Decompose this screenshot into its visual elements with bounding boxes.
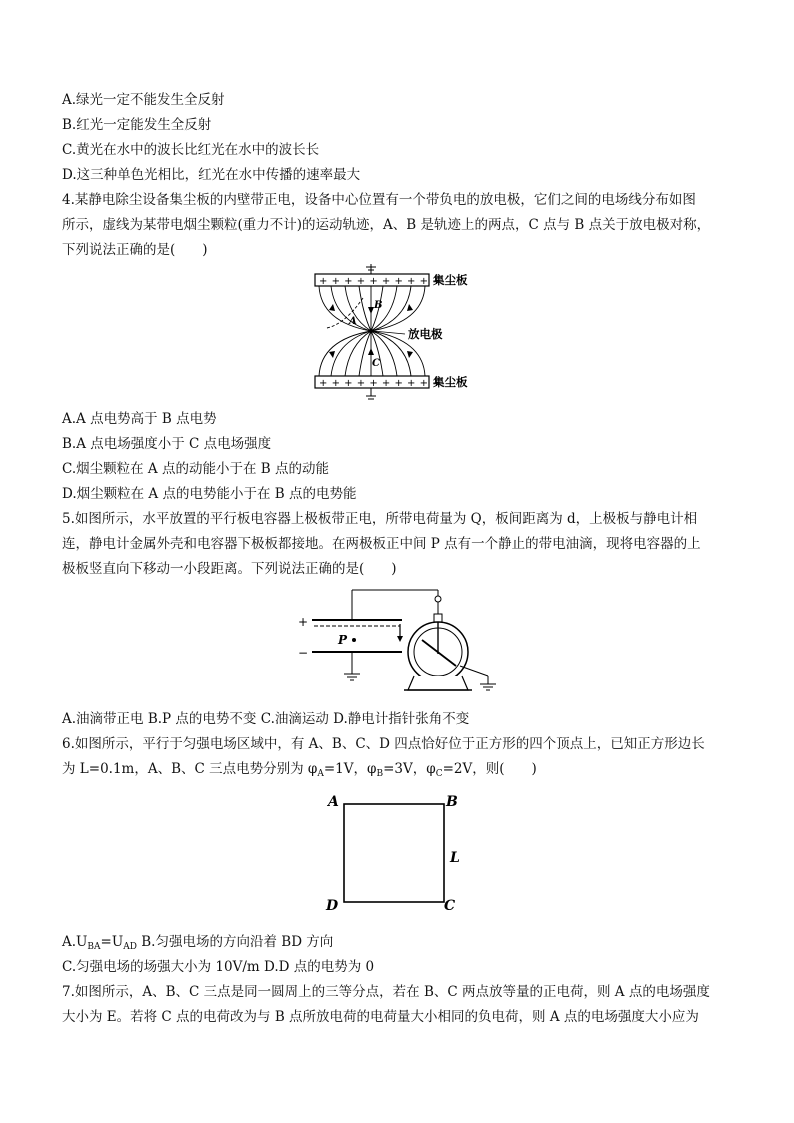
phi-c-value: =2V，则( ) — [442, 761, 537, 777]
q7-stem-line-1: 7.如图所示，A、B、C 三点是同一圆周上的三等分点，若在 B、C 两点放等量的正电荷，则 A 点的电场强度 — [62, 984, 710, 1000]
capacitor-electroscope-figure — [292, 584, 502, 702]
side-label: L — [450, 850, 460, 866]
vertex-a: A — [328, 794, 339, 810]
q4-option-a: A.A 点电势高于 B 点电势 — [62, 411, 217, 427]
q3-option-b: B.红光一定能发生全反射 — [62, 117, 212, 133]
q5-option-a: A.油滴带正电 — [62, 711, 144, 727]
q6-option-a-sub1: BA — [87, 942, 101, 952]
q6-option-a — [62, 934, 137, 950]
point-c-label: C — [372, 358, 380, 369]
q6-option-a-sub2: AD — [123, 942, 137, 952]
svg-text:++++++++++: ++++++++++ — [319, 276, 445, 287]
q6-stem-line-2 — [62, 760, 537, 783]
q6-stem-line-1: 6.如图所示，平行于匀强电场区域中，有 A、B、C、D 四点恰好位于正方形的四个顶点上，已知正方形边长 — [62, 736, 705, 752]
q5-options-row — [62, 710, 469, 728]
phi-b-sub: B — [376, 769, 384, 779]
electrostatic-precipitator-figure — [305, 262, 495, 402]
q5-stem-line-1: 5.如图所示，水平放置的平行板电容器上极板带正电，所带电荷量为 Q，板间距离为 d，上极板与静电计相 — [62, 511, 698, 527]
q3-option-d: D.这三种单色光相比，红光在水中传播的速率最大 — [62, 167, 361, 183]
vertex-b: B — [446, 794, 458, 810]
q6-option-d: D.D 点的电势为 0 — [264, 959, 375, 975]
point-p-label: P — [338, 633, 348, 647]
oil-drop — [352, 638, 356, 642]
minus-sign: − — [298, 646, 309, 660]
discharge-electrode — [369, 329, 373, 333]
q6-option-c: C.匀强电场的场强大小为 10V/m — [62, 959, 260, 975]
phi-b-value: =3V，φ — [383, 761, 436, 777]
plus-sign: + — [298, 615, 309, 629]
q5-stem-line-2: 连，静电计金属外壳和电容器下极板都接地。在两极板正中间 P 点有一个静止的带电油滴，现将电容器的上 — [62, 536, 701, 552]
q3-option-c: C.黄光在水中的波长比红光在水中的波长长 — [62, 142, 320, 158]
bottom-plate-label: 集尘板 — [433, 375, 468, 389]
square — [344, 804, 444, 902]
svg-text:++++++++++: ++++++++++ — [319, 378, 445, 389]
electrode-label: 放电极 — [408, 327, 443, 341]
phi-a-value: =1V，φ — [323, 761, 377, 777]
q4-option-c: C.烟尘颗粒在 A 点的动能小于在 B 点的动能 — [62, 461, 329, 477]
point-a-label: A — [349, 316, 357, 327]
point-b-label: B — [374, 300, 383, 311]
square-abcd-figure — [320, 790, 470, 916]
q6-option-a-mid: =U — [100, 934, 124, 950]
q4-stem-line-1: 4.某静电除尘设备集尘板的内壁带正电，设备中心位置有一个带负电的放电极，它们之间的电场线分布如图 — [62, 192, 696, 208]
vertex-d: D — [326, 898, 339, 914]
top-plate-label: 集尘板 — [433, 273, 468, 287]
q6-options-row-1 — [62, 933, 333, 956]
q4-option-d: D.烟尘颗粒在 A 点的电势能小于在 B 点的电势能 — [62, 486, 357, 502]
q6-options-row-2 — [62, 958, 374, 976]
q5-option-d: D.静电计指针张角不变 — [333, 711, 470, 727]
vertex-c: C — [444, 898, 456, 914]
phi-a-sub: A — [317, 769, 324, 779]
q6-stem-prefix: 为 L=0.1m，A、B、C 三点电势分别为 φ — [62, 761, 318, 777]
phi-c-sub: C — [435, 769, 443, 779]
q5-stem-line-3: 极板竖直向下移动一小段距离。下列说法正确的是( ) — [62, 561, 397, 577]
q6-option-b: B.匀强电场的方向沿着 BD 方向 — [141, 934, 334, 950]
q3-option-a: A.绿光一定不能发生全反射 — [62, 92, 225, 108]
q7-stem-line-2: 大小为 E。若将 C 点的电荷改为与 B 点所放电荷的电荷量大小相同的负电荷，则 A 点的电场强度大小应为 — [62, 1009, 699, 1025]
q5-option-b: B.P 点的电势不变 — [147, 711, 257, 727]
q5-option-c: C.油滴运动 — [260, 711, 329, 727]
q4-stem-line-2: 所示，虚线为某带电烟尘颗粒(重力不计)的运动轨迹，A、B 是轨迹上的两点，C 点与 B 点关于放电极对称， — [62, 217, 711, 233]
q4-stem-line-3: 下列说法正确的是( ) — [62, 242, 208, 258]
q6-option-a-prefix: A.U — [62, 934, 88, 950]
q4-option-b: B.A 点电场强度小于 C 点电场强度 — [62, 436, 272, 452]
